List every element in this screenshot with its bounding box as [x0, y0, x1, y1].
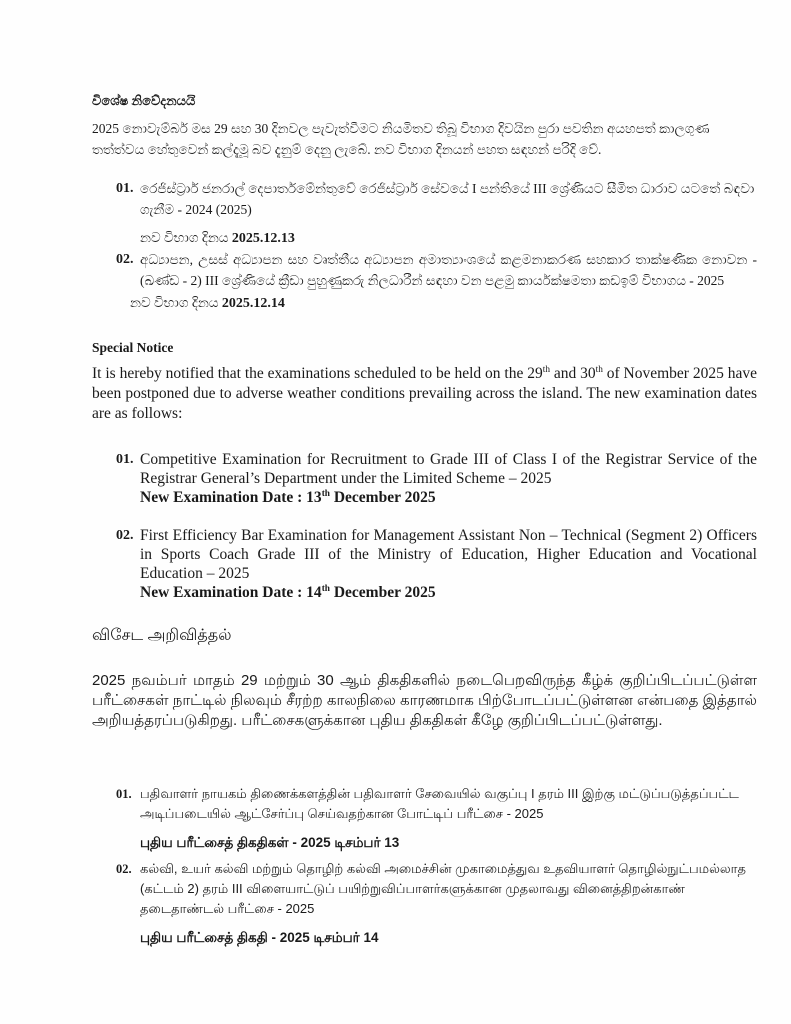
item-text: Competitive Examination for Recruitment to Grade III of Class I of the Registrar Service of the Registrar General’s Department under the Limited Scheme – 2025	[140, 451, 757, 487]
item-date: புதிய பரீட்சைத் திகதி - 2025 டிசம்பர் 14	[140, 930, 379, 945]
english-item-2	[116, 526, 757, 602]
item-text: රෙජිස්ට්‍රාර් ජනරාල් දෙපාර්තමේන්තුවේ රෙජිස්ට්‍රාර් සේවයේ I පන්තියේ III ශ්‍රේණියට සීමිත ධාරාව යටතේ බඳවා ගැනීම - 2024 (2025)	[140, 181, 755, 217]
item-date: New Examination Date : 14th December 2025	[140, 583, 436, 601]
tamil-title: விசேட அறிவித்தல்	[92, 627, 232, 644]
date-label: නව විභාග දිනය	[140, 230, 229, 245]
english-intro: It is hereby notified that the examinations scheduled to be held on the 29th and 30th of November 2025 have been postponed due to adverse weather conditions prevailing across the island. The new examination dates are as follows:	[92, 364, 757, 422]
item-text: கல்வி, உயர் கல்வி மற்றும் தொழிற் கல்வி அமைச்சின் முகாமைத்துவ உதவியாளர் தொழில்நுட்பமல்லாத (கட்டம் 2) தரம் III விளையாட்டுப் பயிற்றுவிப்பாளர்களுக்கான முதலாவது வினைத்திறன்காண் தடைதாண்டல் பரீட்சை - 2025	[140, 861, 746, 916]
item-number: 01.	[116, 787, 132, 801]
english-item-1	[116, 450, 757, 507]
sinhala-intro: 2025 නොවැම්බර් මස 29 සහ 30 දිනවල පැවැත්වීමට නියමිතව තිබූ විභාග දිවයින පුරා පවතින අයහපත් කාලගුණ තත්ත්වය හේතුවෙන් කල්දැමූ බව දැනුම් දෙනු ලැබේ. නව විභාග දිනයන් පහත සඳහන් පරිදි වේ.	[92, 121, 710, 157]
tamil-item-1	[116, 784, 757, 853]
item-text: First Efficiency Bar Examination for Management Assistant Non – Technical (Segment 2) Officers in Sports Coach Grade III of the Ministry of Education, Higher Education and Vocational Education – 2025	[140, 527, 757, 582]
date-label: නව විභාග දිනය	[130, 295, 219, 310]
item-text: අධ්‍යාපන, උසස් අධ්‍යාපන සහ වෘත්තීය අධ්‍යාපන අමාත්‍යාංශයේ කළමනාකරණ සහකාර තාක්ෂණික නොවන - (ඛණ්ඩ - 2) III ශ්‍රේණියේ ක්‍රීඩා පුහුණුකරු නිලධාරීන් සඳහා වන පළමු කාර්යක්ෂමතා කඩඉම් විභාගය - 2025	[140, 252, 757, 288]
item-number: 02.	[116, 252, 134, 267]
tamil-item-2	[116, 859, 757, 948]
item-date: புதிய பரீட்சைத் திகதிகள் - 2025 டிசம்பர் 13	[140, 835, 400, 850]
item-date: New Examination Date : 13th December 2025	[140, 488, 436, 506]
item-number: 02.	[116, 862, 132, 876]
tamil-intro: 2025 நவம்பர் மாதம் 29 மற்றும் 30 ஆம் திகதிகளில் நடைபெறவிருந்த கீழ்க் குறிப்பிடப்பட்டுள்ள பரீட்சைகள் நாட்டில் நிலவும் சீரற்ற காலநிலை காரணமாக பிற்போடப்பட்டுள்ளன என்பதை இத்தால் அறியத்தரப்படுகிறது. பரீட்சைகளுக்கான புதிய திகதிகள் கீழே குறிப்பிடப்பட்டுள்ளது.	[92, 672, 757, 729]
sinhala-item-1	[116, 178, 757, 249]
item-date	[130, 292, 757, 314]
sinhala-item-2	[116, 249, 757, 314]
date-value: 2025.12.13	[231, 231, 295, 246]
item-number: 02.	[116, 528, 134, 543]
sinhala-title: විශේෂ නිවේදනයයි	[92, 93, 196, 108]
item-number: 01.	[116, 452, 134, 467]
item-date	[140, 227, 757, 249]
english-title: Special Notice	[92, 340, 174, 355]
item-number: 01.	[116, 181, 134, 196]
item-text: பதிவாளர் நாயகம் திணைக்களத்தின் பதிவாளர் சேவையில் வகுப்பு I தரம் III இற்கு மட்டுப்படுத்தப்பட்ட அடிப்படையில் ஆட்சேர்ப்பு செய்வதற்கான போட்டிப் பரீட்சை - 2025	[140, 786, 739, 821]
date-value: 2025.12.14	[221, 296, 285, 311]
